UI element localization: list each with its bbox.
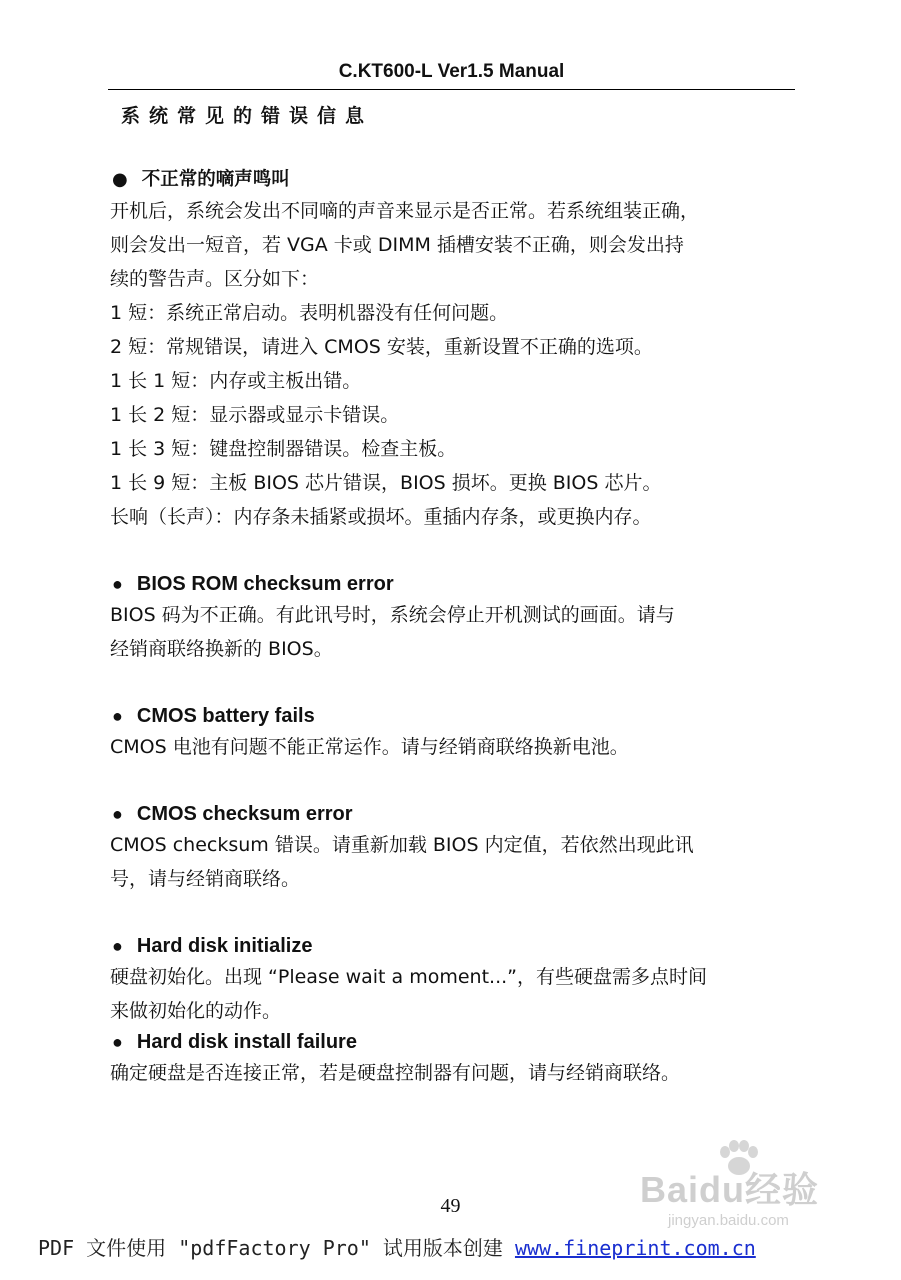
- manual-title: C.KT600-L Ver1.5 Manual: [338, 61, 565, 82]
- body-line: CMOS checksum 错误。请重新加载 BIOS 内定值，若依然出现此讯: [110, 834, 694, 856]
- entry-heading: ● Hard disk install failure: [110, 1028, 800, 1056]
- body-line: 则会发出一短音，若 VGA 卡或 DIMM 插槽安装不正确，则会发出持: [110, 234, 684, 256]
- entry-body: [110, 1056, 800, 1090]
- body-line: 1 长 2 短：显示器或显示卡错误。: [110, 404, 400, 426]
- entry-bios-rom-checksum: [110, 570, 800, 666]
- body-line: 1 长 1 短：内存或主板出错。: [110, 370, 362, 392]
- body-line: 号，请与经销商联络。: [110, 868, 301, 890]
- entry-hard-disk-initialize: [110, 932, 800, 1028]
- bullet-icon: ●: [112, 804, 123, 824]
- body-line: 续的警告声。区分如下：: [110, 268, 320, 290]
- entry-hard-disk-install-failure: [110, 1028, 800, 1090]
- bullet-icon: ●: [112, 706, 123, 726]
- entry-heading: ● 不正常的嘀声鸣叫: [110, 166, 800, 194]
- bullet-icon: ●: [112, 574, 123, 594]
- entry-heading: ● CMOS battery fails: [110, 702, 800, 730]
- entry-heading: ● BIOS ROM checksum error: [110, 570, 800, 598]
- baidu-jingyan-watermark: [638, 1148, 848, 1240]
- entry-body: [110, 828, 800, 896]
- body-line: 硬盘初始化。出现 “Please wait a moment...”，有些硬盘需多点时间: [110, 966, 707, 988]
- footer-text: PDF 文件使用 "pdfFactory Pro" 试用版本创建: [38, 1236, 515, 1260]
- entry-cmos-battery: [110, 702, 800, 764]
- entry-cmos-checksum: [110, 800, 800, 896]
- body-line: BIOS 码为不正确。有此讯号时，系统会停止开机测试的画面。请与: [110, 604, 675, 626]
- body-line: 确定硬盘是否连接正常，若是硬盘控制器有问题，请与经销商联络。: [110, 1062, 681, 1084]
- body-line: 1 短：系统正常启动。表明机器没有任何问题。: [110, 302, 509, 324]
- section-title: 系统常见的错误信息: [121, 105, 374, 127]
- body-line: 经销商联络换新的 BIOS。: [110, 638, 333, 660]
- page-content: [110, 166, 800, 1090]
- entry-body: [110, 598, 800, 666]
- body-line: CMOS 电池有问题不能正常运作。请与经销商联络换新电池。: [110, 736, 629, 758]
- body-line: 开机后，系统会发出不同嘀的声音来显示是否正常。若系统组装正确，: [110, 200, 700, 222]
- body-line: 1 长 3 短：键盘控制器错误。检查主板。: [110, 438, 457, 460]
- entry-beep-codes: [110, 166, 800, 534]
- fineprint-link[interactable]: www.fineprint.com.cn: [514, 1236, 756, 1260]
- body-line: 来做初始化的动作。: [110, 1000, 282, 1022]
- header-divider: [108, 89, 795, 90]
- body-line: 长响（长声）：内存条未插紧或损坏。重插内存条，或更换内存。: [110, 506, 652, 528]
- pdf-footer: [38, 1232, 756, 1261]
- entry-body: [110, 960, 800, 1028]
- watermark-logo: Baidu经验: [640, 1169, 820, 1210]
- bullet-icon: ●: [112, 936, 123, 956]
- bullet-icon: ●: [112, 1032, 123, 1052]
- body-line: 1 长 9 短：主板 BIOS 芯片错误，BIOS 损坏。更换 BIOS 芯片。: [110, 472, 662, 494]
- watermark-url: jingyan.baidu.com: [668, 1212, 789, 1229]
- entry-body: [110, 730, 800, 764]
- entry-body: [110, 194, 800, 534]
- entry-heading: ● Hard disk initialize: [110, 932, 800, 960]
- page-number: 49: [440, 1195, 461, 1217]
- bullet-icon: ●: [112, 169, 128, 190]
- entry-heading: ● CMOS checksum error: [110, 800, 800, 828]
- body-line: 2 短：常规错误，请进入 CMOS 安装，重新设置不正确的选项。: [110, 336, 653, 358]
